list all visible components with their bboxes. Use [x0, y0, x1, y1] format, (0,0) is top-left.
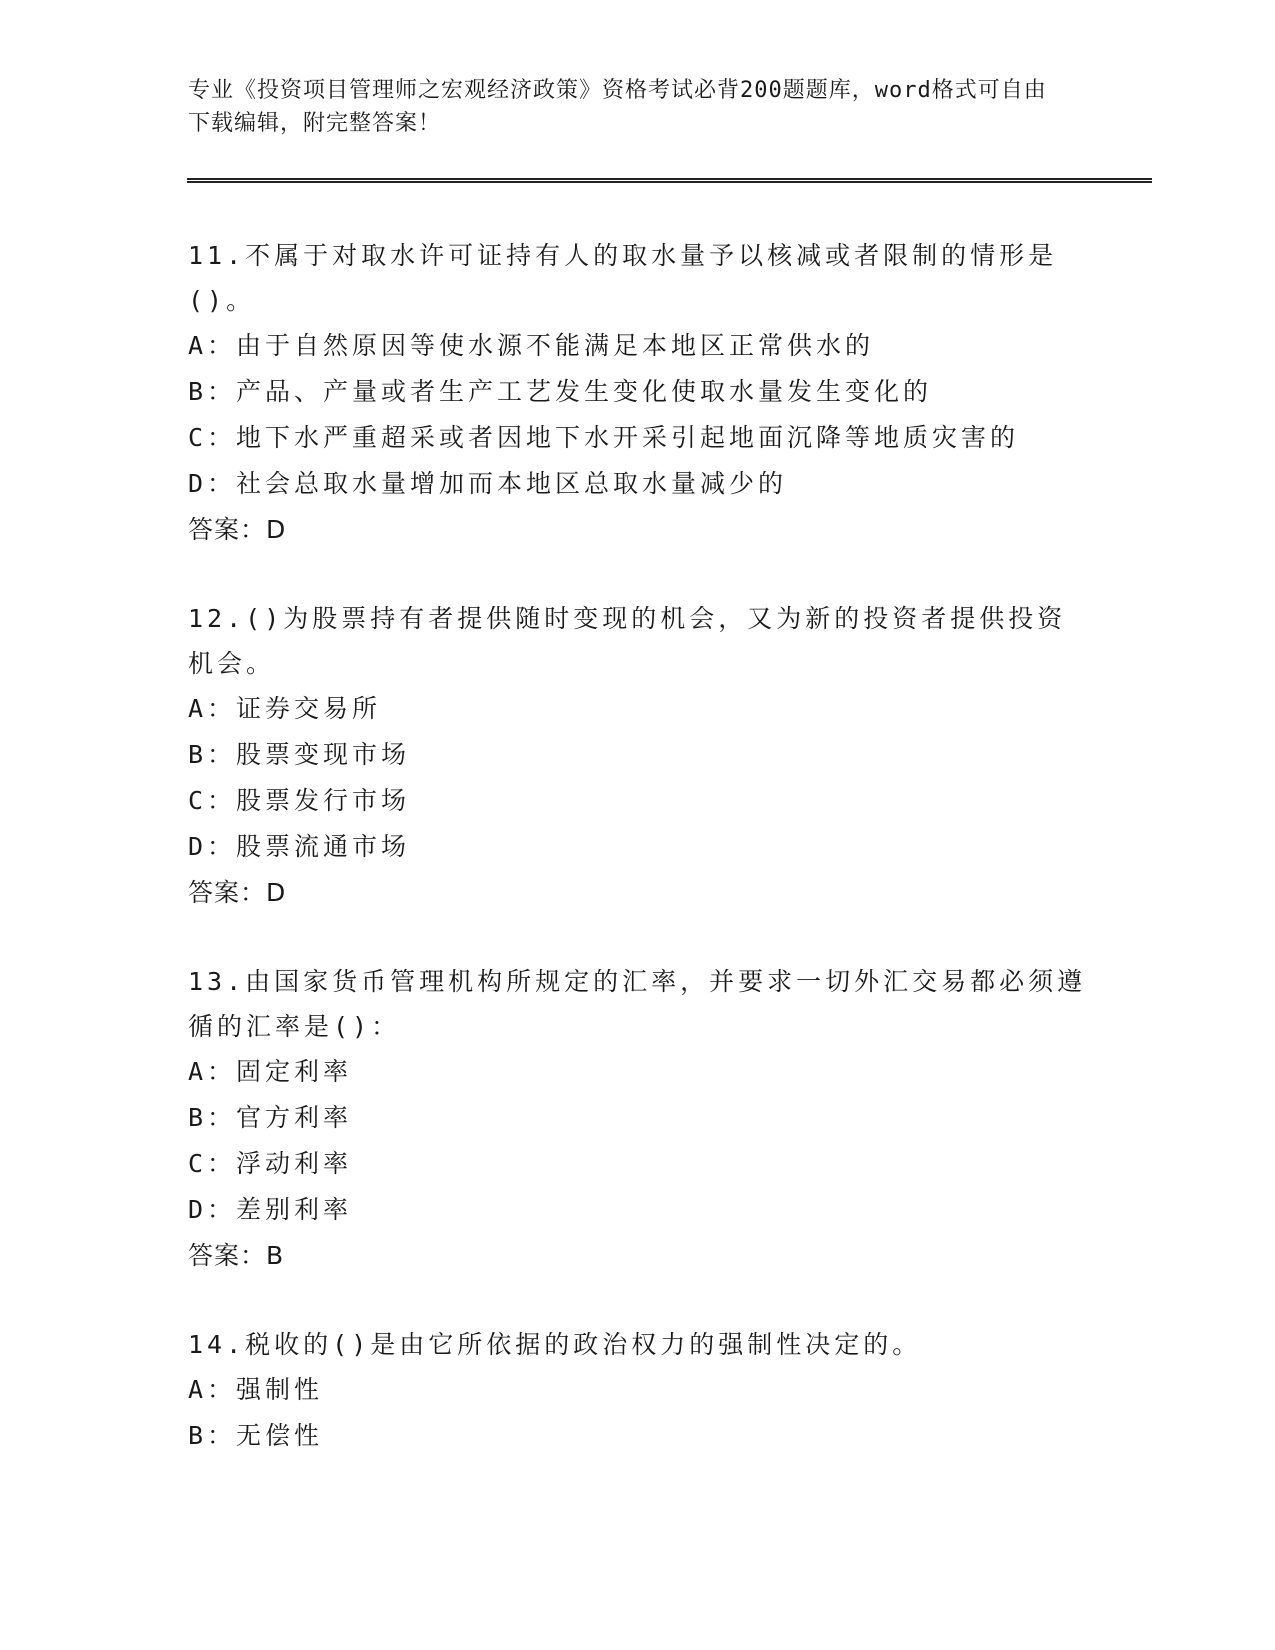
question-11 — [188, 233, 1088, 553]
document-title: 专业《投资项目管理师之宏观经济政策》资格考试必背200题题库，word格式可自由下载编辑，附完整答案！ — [188, 78, 1047, 136]
answer: 答案：D — [188, 515, 287, 544]
answer: 答案：D — [188, 878, 287, 907]
option-c: C：地下水严重超采或者因地下水开采引起地面沉降等地质灾害的 — [188, 423, 1020, 452]
question-13 — [188, 959, 1088, 1279]
option-b: B：官方利率 — [188, 1103, 353, 1132]
option-a: A：强制性 — [188, 1375, 324, 1404]
answer: 答案：B — [188, 1241, 285, 1270]
question-stem: 14.税收的()是由它所依据的政治权力的强制性决定的。 — [188, 1330, 922, 1359]
question-12 — [188, 596, 1088, 916]
option-d: D：股票流通市场 — [188, 832, 411, 861]
option-c: C：浮动利率 — [188, 1149, 353, 1178]
question-stem: 11.不属于对取水许可证持有人的取水量予以核减或者限制的情形是()。 — [188, 241, 1058, 315]
question-14 — [188, 1322, 1088, 1459]
option-a: A：固定利率 — [188, 1057, 353, 1086]
question-stem: 12.()为股票持有者提供随时变现的机会，又为新的投资者提供投资机会。 — [188, 604, 1067, 678]
option-b: B：无偿性 — [188, 1421, 324, 1450]
option-c: C：股票发行市场 — [188, 786, 411, 815]
option-d: D：社会总取水量增加而本地区总取水量减少的 — [188, 469, 788, 498]
question-stem: 13.由国家货币管理机构所规定的汇率，并要求一切外汇交易都必须遵循的汇率是()： — [188, 967, 1087, 1041]
option-b: B：产品、产量或者生产工艺发生变化使取水量发生变化的 — [188, 377, 933, 406]
option-b: B：股票变现市场 — [188, 740, 411, 769]
option-a: A：证券交易所 — [188, 694, 382, 723]
title-divider — [187, 178, 1152, 183]
option-d: D：差别利率 — [188, 1195, 353, 1224]
option-a: A：由于自然原因等使水源不能满足本地区正常供水的 — [188, 331, 875, 360]
